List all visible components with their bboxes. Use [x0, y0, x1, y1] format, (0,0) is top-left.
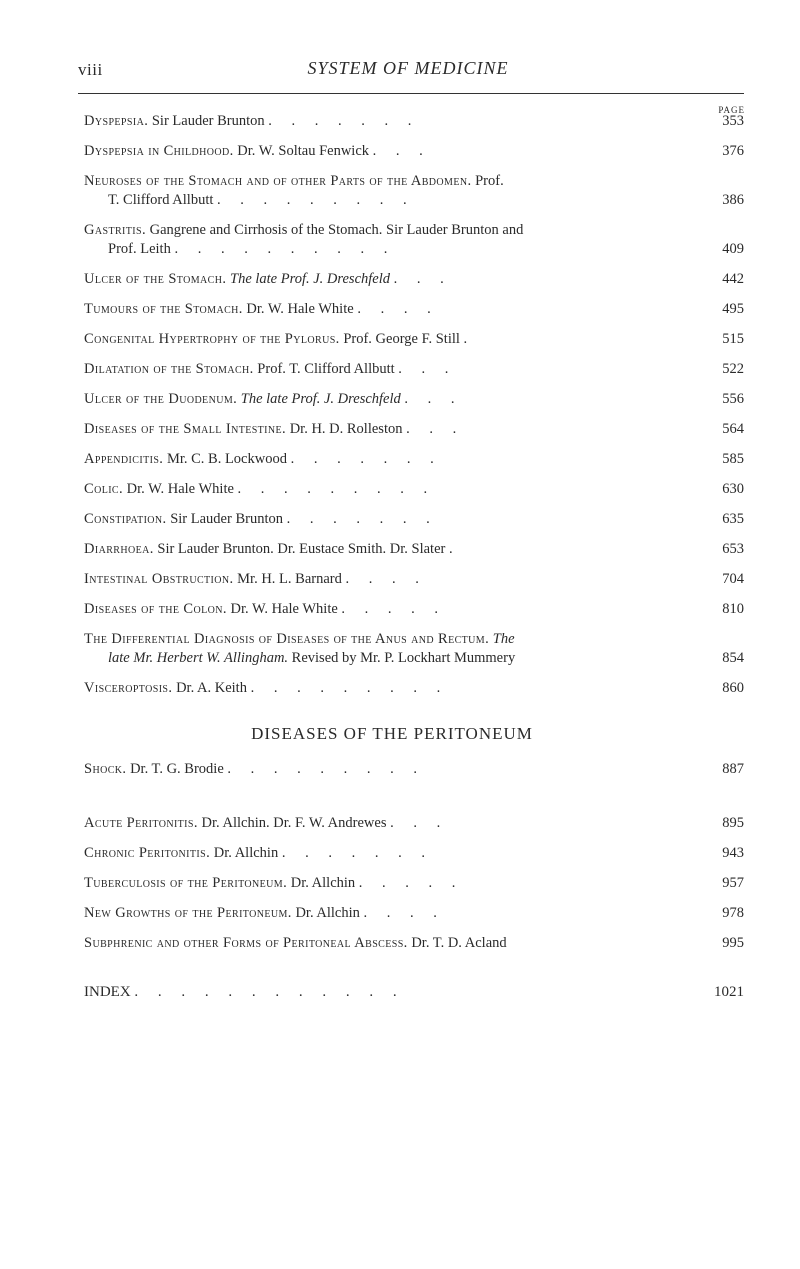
leader-dots: . . . . . . .: [281, 845, 433, 861]
spacer: [84, 790, 744, 814]
entry-page: 887: [722, 761, 744, 777]
entry-author: The: [492, 631, 515, 647]
entry-page: 635: [722, 511, 744, 527]
entry-page: 957: [722, 875, 744, 891]
entry-page: 630: [722, 481, 744, 497]
leader-dots: . . .: [404, 391, 463, 407]
entry-author: Dr. A. Keith: [176, 680, 247, 696]
leader-dots: . . . . . . . . .: [237, 481, 436, 497]
entry-author: Dr. W. Hale White: [230, 601, 338, 617]
toc-entry: [84, 172, 744, 210]
entry-page: 409: [722, 241, 744, 257]
toc-entry: [84, 360, 744, 379]
entry-page: 978: [722, 905, 744, 921]
index-page: 1021: [714, 984, 744, 1000]
table-of-contents: [84, 112, 744, 1013]
entry-title: Ulcer of the Stomach.: [84, 271, 227, 287]
entry-title: New Growths of the Peritoneum.: [84, 905, 292, 921]
entry-author: Gangrene and Cirrhosis of the Stomach. Sir Lauder Brunton and: [149, 222, 524, 238]
toc-entry: [84, 330, 744, 349]
head-rule: [78, 93, 744, 94]
leader-dots: . . . . . . .: [268, 113, 420, 129]
entry-page: 895: [722, 815, 744, 831]
entry-author-continued: Prof. Leith: [108, 241, 171, 257]
entry-title: Ulcer of the Duodenum.: [84, 391, 238, 407]
toc-entry: [84, 270, 744, 289]
entry-title: Tumours of the Stomach.: [84, 301, 243, 317]
entry-author: Dr. Allchin: [295, 905, 360, 921]
leader-dots: .: [448, 541, 461, 557]
entry-page: 556: [722, 391, 744, 407]
leader-dots: . . .: [372, 143, 431, 159]
leader-dots: . . . . .: [341, 601, 447, 617]
toc-entry: [84, 600, 744, 619]
entry-title: Tuberculosis of the Peritoneum.: [84, 875, 288, 891]
toc-entry: [84, 540, 744, 559]
entry-title: Chronic Peritonitis.: [84, 845, 211, 861]
entry-title: Shock.: [84, 761, 127, 777]
entry-title: Diseases of the Colon.: [84, 601, 227, 617]
entry-page: 995: [722, 935, 744, 951]
entry-page: 585: [722, 451, 744, 467]
entry-title: Dilatation of the Stomach.: [84, 361, 254, 377]
entry-page: 704: [722, 571, 744, 587]
entry-author: Prof. George F. Still: [343, 331, 460, 347]
leader-dots: . . . . . . .: [290, 451, 442, 467]
entry-author: Dr. Allchin: [213, 845, 279, 861]
entry-title: Colic.: [84, 481, 124, 497]
toc-entry: [84, 300, 744, 319]
entry-author: The late Prof. J. Dreschfeld: [230, 271, 391, 287]
leader-dots: . . . .: [357, 301, 439, 317]
entry-author: Dr. W. Soltau Fenwick: [237, 143, 370, 159]
entry-author: Dr. T. G. Brodie: [130, 761, 224, 777]
entry-author: Dr. W. Hale White: [126, 481, 234, 497]
entry-page: 943: [722, 845, 744, 861]
leader-dots: . . .: [393, 271, 452, 287]
entry-page: 442: [722, 271, 744, 287]
leader-dots: . . . . .: [358, 875, 464, 891]
entry-author: The late Prof. J. Dreschfeld: [240, 391, 401, 407]
entry-title: Visceroptosis.: [84, 680, 173, 696]
leader-dots: . . . . . . . . .: [250, 680, 449, 696]
entry-title: Intestinal Obstruction.: [84, 571, 234, 587]
entry-author: Mr. C. B. Lockwood: [166, 451, 287, 467]
entry-author-continued: T. Clifford Allbutt: [108, 192, 214, 208]
leader-dots: . . . . . . .: [286, 511, 438, 527]
leader-dots: . . . .: [363, 905, 445, 921]
entry-title: Diseases of the Small Intestine.: [84, 421, 287, 437]
toc-entry: [84, 570, 744, 589]
toc-entry: [84, 420, 744, 439]
toc-entry: [84, 450, 744, 469]
entry-author: Sir Lauder Brunton. Dr. Eustace Smith. Dr. Slater: [157, 541, 446, 557]
entry-page: 386: [722, 192, 744, 208]
toc-entry: [84, 142, 744, 161]
leader-dots: . . . . . . . . . .: [174, 241, 396, 257]
toc-entry: [84, 874, 744, 893]
entry-title: Gastritis.: [84, 222, 146, 238]
toc-entry: [84, 760, 744, 779]
entry-title: The Differential Diagnosis of Diseases of the Anus and Rectum.: [84, 631, 490, 647]
leader-dots: . . . .: [345, 571, 427, 587]
entry-page: 522: [722, 361, 744, 377]
entry-author: Dr. Allchin: [290, 875, 356, 891]
running-head-title: SYSTEM OF MEDICINE: [307, 58, 509, 78]
section-heading: DISEASES OF THE PERITONEUM: [251, 724, 533, 743]
entry-page: 810: [722, 601, 744, 617]
entry-title: Subphrenic and other Forms of Peritoneal Abscess.: [84, 935, 408, 951]
entry-page: 854: [722, 650, 744, 666]
toc-entry: [84, 221, 744, 259]
entry-page: 353: [722, 113, 744, 129]
toc-entry: [84, 904, 744, 923]
entry-author: Prof. T. Clifford Allbutt: [257, 361, 395, 377]
entry-author-continued: late Mr. Herbert W. Allingham.: [108, 650, 289, 666]
toc-entry: [84, 679, 744, 698]
entry-page: 376: [722, 143, 744, 159]
folio-number: viii: [78, 60, 103, 79]
toc-entry: [84, 480, 744, 499]
entry-author: Dr. H. D. Rolleston: [289, 421, 403, 437]
entry-page: 564: [722, 421, 744, 437]
entry-author: Dr. Allchin. Dr. F. W. Andrewes: [201, 815, 387, 831]
entry-page: 515: [722, 331, 744, 347]
toc-entry: [84, 814, 744, 833]
entry-title: Congenital Hypertrophy of the Pylorus.: [84, 331, 340, 347]
entry-title: Appendicitis.: [84, 451, 164, 467]
entry-title: Dyspepsia in Childhood.: [84, 143, 234, 159]
leader-dots: . . . . . . . . .: [217, 192, 415, 208]
toc-entry: [84, 630, 744, 668]
entry-title: Constipation.: [84, 511, 167, 527]
entry-page: 653: [722, 541, 744, 557]
page-column-label: PAGE: [718, 105, 745, 115]
toc-entry: [84, 934, 744, 953]
entry-author: Sir Lauder Brunton: [151, 113, 265, 129]
entry-reviser: Revised by Mr. P. Lockhart Mummery: [291, 650, 516, 666]
entry-page: 495: [722, 301, 744, 317]
toc-entry: [84, 844, 744, 863]
leader-dots: .: [463, 331, 476, 347]
leader-dots: . . .: [390, 815, 449, 831]
leader-dots: . . .: [406, 421, 465, 437]
toc-index-entry: [84, 983, 744, 1002]
entry-author: Dr. W. Hale White: [246, 301, 354, 317]
entry-title: Neuroses of the Stomach and of other Parts of the Abdomen.: [84, 173, 472, 189]
entry-title: Diarrhoea.: [84, 541, 154, 557]
toc-entry: [84, 510, 744, 529]
toc-entry: [84, 390, 744, 409]
entry-author: Prof.: [475, 173, 504, 189]
leader-dots: . . . . . . . . .: [227, 761, 426, 777]
entry-page: 860: [722, 680, 744, 696]
entry-author: Sir Lauder Brunton: [170, 511, 283, 527]
toc-entry: [84, 112, 744, 131]
entry-author: Mr. H. L. Barnard: [237, 571, 342, 587]
entry-author: Dr. T. D. Acland: [411, 935, 507, 951]
leader-dots: . . . . . . . . . . . .: [134, 984, 405, 1000]
index-title: INDEX: [84, 984, 131, 1000]
leader-dots: . . .: [398, 361, 457, 377]
entry-title: Dyspepsia.: [84, 113, 149, 129]
entry-title: Acute Peritonitis.: [84, 815, 198, 831]
running-head: [78, 56, 738, 90]
